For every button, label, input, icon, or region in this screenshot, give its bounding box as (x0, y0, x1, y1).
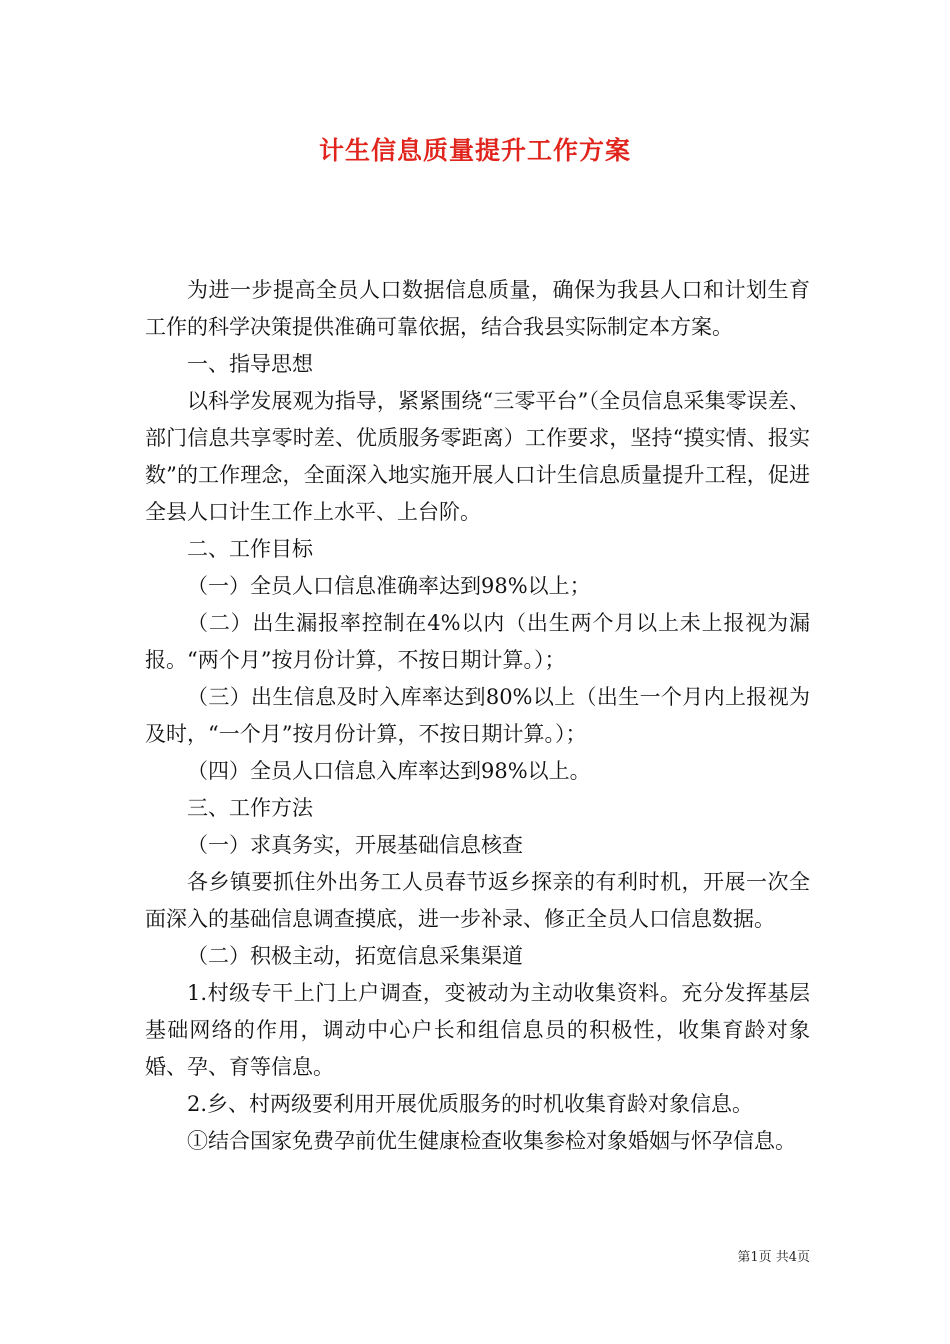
heading-guiding-ideology: 一、指导思想 (187, 352, 313, 376)
goal-item-1: （一）全员人口信息准确率达到98%以上； (187, 574, 591, 598)
goal-item-2: （二）出生漏报率控制在4%以内（出生两个月以上未上报视为漏报。“两个月”按月份计算，不按日期计算。）； (145, 611, 810, 672)
document-body (145, 272, 810, 1160)
page-number: 第1页 共4页 (737, 1250, 810, 1265)
heading-work-methods: 三、工作方法 (187, 796, 313, 820)
method-paragraph-1: 各乡镇要抓住外出务工人员春节返乡探亲的有利时机，开展一次全面深入的基础信息调查摸底，进一步补录、修正全员人口信息数据。 (145, 870, 810, 931)
method-heading-2: （二）积极主动，拓宽信息采集渠道 (187, 944, 523, 968)
document-title: 计生信息质量提升工作方案 (318, 136, 631, 165)
paragraph-intro: 为进一步提高全员人口数据信息质量，确保为我县人口和计划生育工作的科学决策提供准确可靠依据，结合我县实际制定本方案。 (145, 278, 810, 339)
heading-work-goals: 二、工作目标 (187, 537, 313, 561)
goal-item-4: （四）全员人口信息入库率达到98%以上。 (187, 759, 591, 783)
method-item-1: 1.村级专干上门上户调查，变被动为主动收集资料。充分发挥基层基础网络的作用，调动中心户长和组信息员的积极性，收集育龄对象婚、孕、育等信息。 (145, 981, 810, 1079)
method-subitem-1: ①结合国家免费孕前优生健康检查收集参检对象婚姻与怀孕信息。 (187, 1129, 796, 1153)
paragraph-guiding-ideology: 以科学发展观为指导，紧紧围绕“三零平台”（全员信息采集零误差、部门信息共享零时差、优质服务零距离）工作要求，坚持“摸实情、报实数”的工作理念，全面深入地实施开展人口计生信息质量提升工程，促进全县人口计生工作上水平、上台阶。 (145, 389, 810, 524)
method-item-2: 2.乡、村两级要利用开展优质服务的时机收集育龄对象信息。 (187, 1092, 754, 1116)
goal-item-3: （三）出生信息及时入库率达到80%以上（出生一个月内上报视为及时，“一个月”按月份计算，不按日期计算。）； (145, 685, 810, 746)
method-heading-1: （一）求真务实，开展基础信息核查 (187, 833, 523, 857)
